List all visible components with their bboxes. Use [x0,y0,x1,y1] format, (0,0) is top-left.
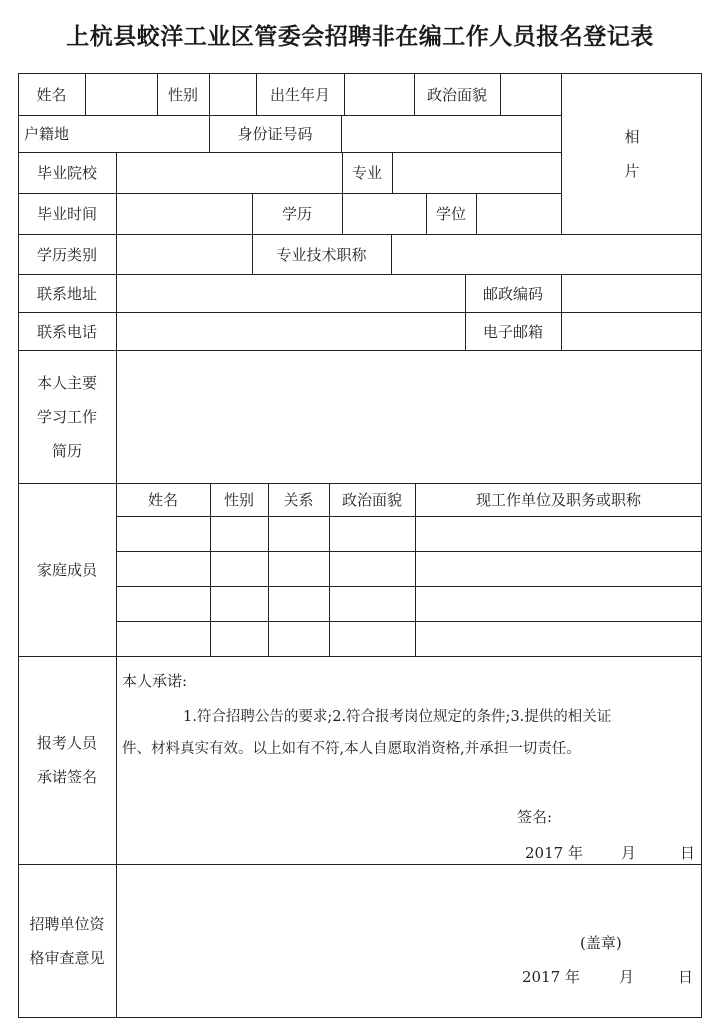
pledge-heading: 本人承诺: [122,672,188,690]
pledge-line-1: 1.符合招聘公告的要求;2.符合报考岗位规定的条件;3.提供的相关证 [183,709,612,725]
label-hukou: 户籍地 [24,125,70,143]
label-email: 电子邮箱 [482,322,543,341]
id-number-field[interactable] [342,115,561,152]
pledge-sign-label: 签名: [517,808,553,826]
label-school: 毕业院校 [36,164,97,182]
major-field[interactable] [393,152,561,193]
label-grad-time: 毕业时间 [36,205,97,223]
gender-field[interactable] [210,73,256,115]
label-tech-title: 专业技术职称 [276,245,367,264]
review-year: 2017 年 [522,968,580,986]
family-row[interactable] [117,517,702,551]
label-birth: 出生年月 [269,85,330,104]
resume-field[interactable] [117,350,702,483]
row-divider [18,656,702,657]
family-header-relation: 关系 [283,491,314,509]
phone-field[interactable] [117,312,465,350]
birth-field[interactable] [345,73,414,115]
family-header-politics: 政治面貌 [341,491,402,509]
family-header-workplace: 现工作单位及职务或职称 [475,491,641,509]
pledge-year: 2017 年 [525,844,583,862]
label-pledge [18,656,116,864]
name-field[interactable] [86,73,157,115]
pledge-label-2: 承诺签名 [36,768,97,786]
address-field[interactable] [117,274,465,312]
degree-field[interactable] [477,193,561,234]
label-major: 专业 [351,164,382,182]
education-field[interactable] [343,193,426,234]
review-stamp: (盖章) [580,934,622,952]
review-opinion-field[interactable] [117,865,702,925]
edu-type-field[interactable] [117,234,252,274]
hukou-field[interactable] [100,115,209,152]
label-education: 学历 [281,205,312,223]
label-gender: 性别 [167,85,198,104]
pledge-line-2: 件、材料真实有效。以上如有不符,本人自愿取消资格,并承担一切责任。 [122,741,581,757]
tech-title-field[interactable] [392,234,702,274]
label-address: 联系地址 [36,284,97,303]
email-field[interactable] [562,312,702,350]
label-name: 姓名 [36,85,67,104]
review-month: 月 [619,968,635,986]
label-edu-type: 学历类别 [36,245,97,264]
pledge-day: 日 [680,844,696,862]
resume-label-3: 简历 [51,441,82,460]
photo-label-2: 片 [624,161,640,180]
family-header-name: 姓名 [147,491,178,509]
pledge-month: 月 [621,844,637,862]
family-header-gender: 性别 [223,491,254,509]
postcode-field[interactable] [562,274,702,312]
label-phone: 联系电话 [36,322,97,341]
review-label-2: 格审查意见 [29,949,105,967]
label-postcode: 邮政编码 [482,284,543,303]
form-title: 上杭县蛟洋工业区管委会招聘非在编工作人员报名登记表 [66,24,654,50]
photo-box[interactable] [562,73,702,234]
pledge-label-1: 报考人员 [36,734,97,752]
photo-label-1: 相 [624,127,640,146]
family-row[interactable] [117,587,702,621]
signature-field[interactable] [538,806,688,830]
resume-label-1: 本人主要 [36,373,97,392]
label-review [18,864,116,1018]
family-row[interactable] [117,552,702,586]
label-resume [18,350,116,483]
grad-time-field[interactable] [117,193,252,234]
review-day: 日 [678,968,694,986]
label-politics: 政治面貌 [426,85,487,104]
school-field[interactable] [117,152,342,193]
politics-field[interactable] [501,73,561,115]
family-row[interactable] [117,622,702,656]
label-id-number: 身份证号码 [237,125,313,143]
resume-label-2: 学习工作 [36,407,97,426]
review-label-1: 招聘单位资 [29,915,105,933]
label-degree: 学位 [435,205,466,223]
label-family: 家庭成员 [36,561,97,579]
